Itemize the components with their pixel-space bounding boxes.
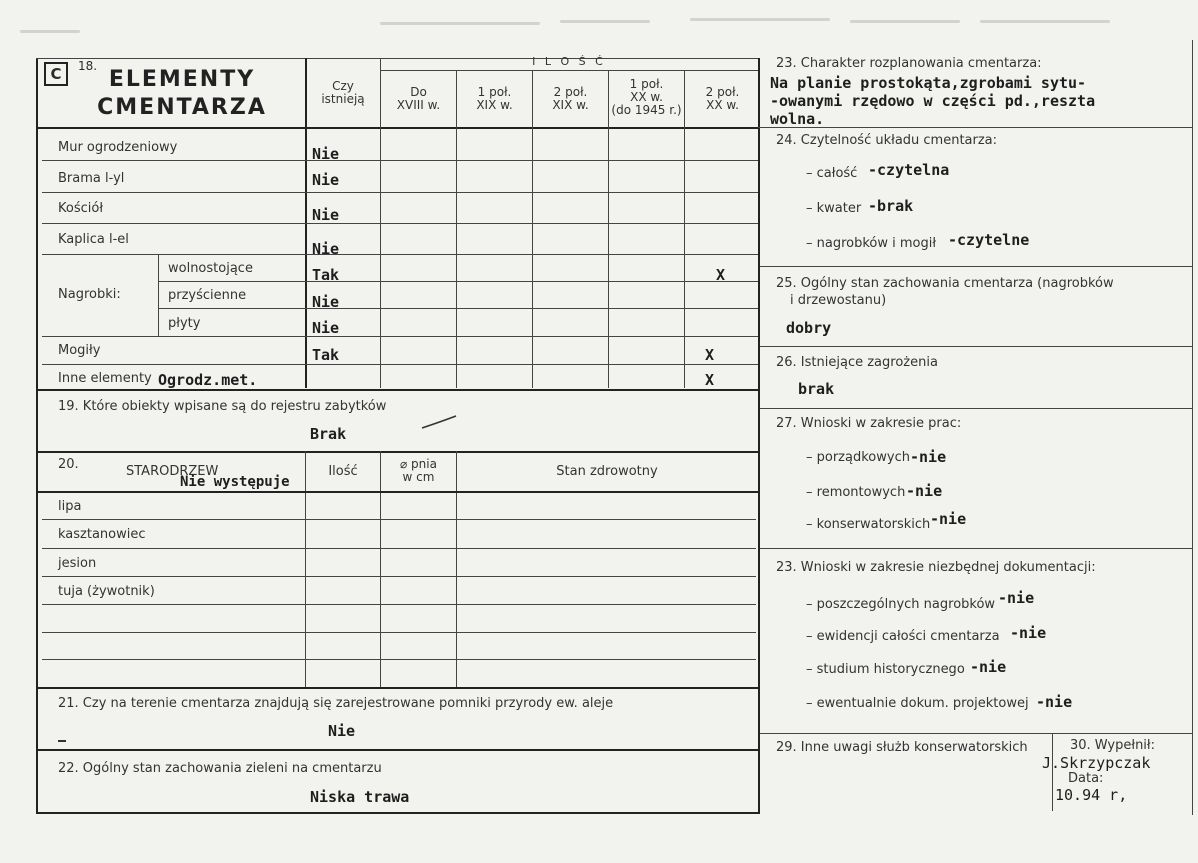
q27-remontowych-label: – remontowych (806, 485, 906, 500)
scan-noise (560, 20, 650, 23)
tree-lipa: lipa (58, 499, 82, 514)
section-letter-box (44, 62, 68, 86)
q26-label: 26. Istniejące zagrożenia (776, 355, 938, 370)
q30-date-label: Data: (1068, 771, 1104, 786)
q23-value-line3: wolna. (770, 110, 825, 128)
q30-name: J.Skrzypczak (1042, 754, 1151, 772)
row-mur-value: Nie (312, 145, 340, 163)
q28-poszczegolnych-value: -nie (998, 589, 1035, 607)
q20-note: Nie występuje (180, 474, 290, 490)
row-kaplica-value: Nie (312, 240, 340, 258)
row-nagrobki-label: Nagrobki: (58, 287, 121, 302)
q27-remontowych-value: -nie (906, 482, 943, 500)
q27-label: 27. Wnioski w zakresie prac: (776, 416, 962, 431)
q24-label: 24. Czytelność układu cmentarza: (776, 133, 998, 148)
q24-calosc-label: – całość (806, 166, 858, 181)
q24-calosc-value: -czytelna (868, 161, 950, 179)
col-header-period: Do XVIII w. (396, 85, 441, 112)
q24-nagrobkow-label: – nagrobków i mogił (806, 236, 937, 251)
scan-noise (380, 22, 540, 25)
col-header-period: 1 poł. XX w. (do 1945 r.) (611, 77, 682, 117)
col-header-czy: Czy istnieją (321, 79, 365, 106)
section-title-line2: CMENTARZA (97, 95, 267, 120)
row-mur-label: Mur ogrodzeniowy (58, 140, 178, 155)
q20-col-stan: Stan zdrowotny (556, 464, 658, 479)
col-header-period: 2 poł. XX w. (705, 85, 740, 112)
section-letter: C (50, 65, 62, 83)
row-brama-label: Brama l-yl (58, 171, 125, 186)
q27-porzadkowych-value: -nie (910, 448, 947, 466)
q27-konserwatorskich-label: – konserwatorskich (806, 517, 931, 532)
q30-date-value: 10.94 r, (1055, 786, 1128, 804)
q25-label-line2: i drzewostanu) (790, 293, 887, 308)
q19-value: Brak (310, 425, 347, 443)
pen-stroke (420, 412, 460, 432)
q22-label: 22. Ogólny stan zachowania zieleni na cmentarzu (58, 761, 382, 776)
q25-value: dobry (786, 319, 832, 337)
section-title-line1: ELEMENTY (108, 67, 256, 92)
q23-value-line2: -owanymi rzędowo w części pd.,reszta (770, 92, 1096, 110)
q28-ewidencji-value: -nie (1010, 624, 1047, 642)
q27-konserwatorskich-value: -nie (930, 510, 967, 528)
q21-value: Nie (328, 722, 356, 740)
q29-label: 29. Inne uwagi służb konserwatorskich (776, 740, 1028, 755)
tree-jesion: jesion (58, 556, 97, 571)
row-plyty-value: Nie (312, 319, 340, 337)
row-wolnostojace-mark: X (716, 266, 726, 284)
q21-label: 21. Czy na terenie cmentarza znajdują się zarejestrowane pomniki przyrody ew. aleje (58, 696, 614, 711)
row-mogily-mark: X (705, 346, 715, 364)
q20-col-pnia: ⌀ pnia w cm (400, 457, 437, 484)
q28-ewentualnie-label: – ewentualnie dokum. projektowej (806, 696, 1029, 711)
q25-label-line1: 25. Ogólny stan zachowania cmentarza (nagrobków (776, 276, 1114, 291)
row-brama-value: Nie (312, 171, 340, 189)
q23-label: 23. Charakter rozplanowania cmentarza: (776, 56, 1042, 71)
row-mogily-label: Mogiły (58, 343, 101, 358)
q20-col-ilosc: Ilość (328, 464, 358, 479)
col-header-ilosc: I L O Ś Ć (532, 55, 606, 68)
row-wolnostojace-label: wolnostojące (168, 261, 253, 276)
scan-noise (20, 30, 80, 33)
row-wolnostojace-value: Tak (312, 266, 340, 284)
row-kosciol-label: Kościół (58, 201, 104, 216)
q20-title: STARODRZEW (126, 464, 219, 479)
col-header-period: 1 poł. XIX w. (476, 85, 513, 112)
section-number: 18. (78, 59, 98, 73)
dash-mark (58, 740, 66, 742)
row-inne-mark: X (705, 371, 715, 389)
q28-ewidencji-label: – ewidencji całości cmentarza (806, 629, 1000, 644)
q22-value: Niska trawa (310, 788, 410, 806)
row-inne-value: Ogrodz.met. (158, 371, 258, 389)
col-header-period: 2 poł. XIX w. (552, 85, 589, 112)
q28-label: 23. Wnioski w zakresie niezbędnej dokumentacji: (776, 560, 1096, 575)
row-przyscienne-value: Nie (312, 293, 340, 311)
q20-number: 20. (58, 457, 79, 472)
row-plyty-label: płyty (168, 316, 201, 331)
q19-label: 19. Które obiekty wpisane są do rejestru zabytków (58, 399, 387, 414)
q26-value: brak (798, 380, 835, 398)
q23-value-line1: Na planie prostokąta,zgrobami sytu- (770, 74, 1087, 92)
tree-kasztanowiec: kasztanowiec (58, 527, 146, 542)
q27-porzadkowych-label: – porządkowych (806, 450, 910, 465)
q28-ewentualnie-value: -nie (1036, 693, 1073, 711)
q24-kwater-value: -brak (868, 197, 914, 215)
q30-label: 30. Wypełnił: (1070, 738, 1155, 753)
row-inne-label: Inne elementy (58, 371, 152, 386)
scan-noise (850, 20, 960, 23)
row-mogily-value: Tak (312, 346, 340, 364)
scan-noise (980, 20, 1110, 23)
row-przyscienne-label: przyścienne (168, 288, 247, 303)
row-kosciol-value: Nie (312, 206, 340, 224)
q28-studium-label: – studium historycznego (806, 662, 965, 677)
scan-noise (690, 18, 830, 21)
q28-poszczegolnych-label: – poszczególnych nagrobków (806, 597, 996, 612)
row-kaplica-label: Kaplica l-el (58, 232, 129, 247)
q28-studium-value: -nie (970, 658, 1007, 676)
q24-nagrobkow-value: -czytelne (948, 231, 1030, 249)
tree-tuja: tuja (żywotnik) (58, 584, 155, 599)
q24-kwater-label: – kwater (806, 201, 862, 216)
